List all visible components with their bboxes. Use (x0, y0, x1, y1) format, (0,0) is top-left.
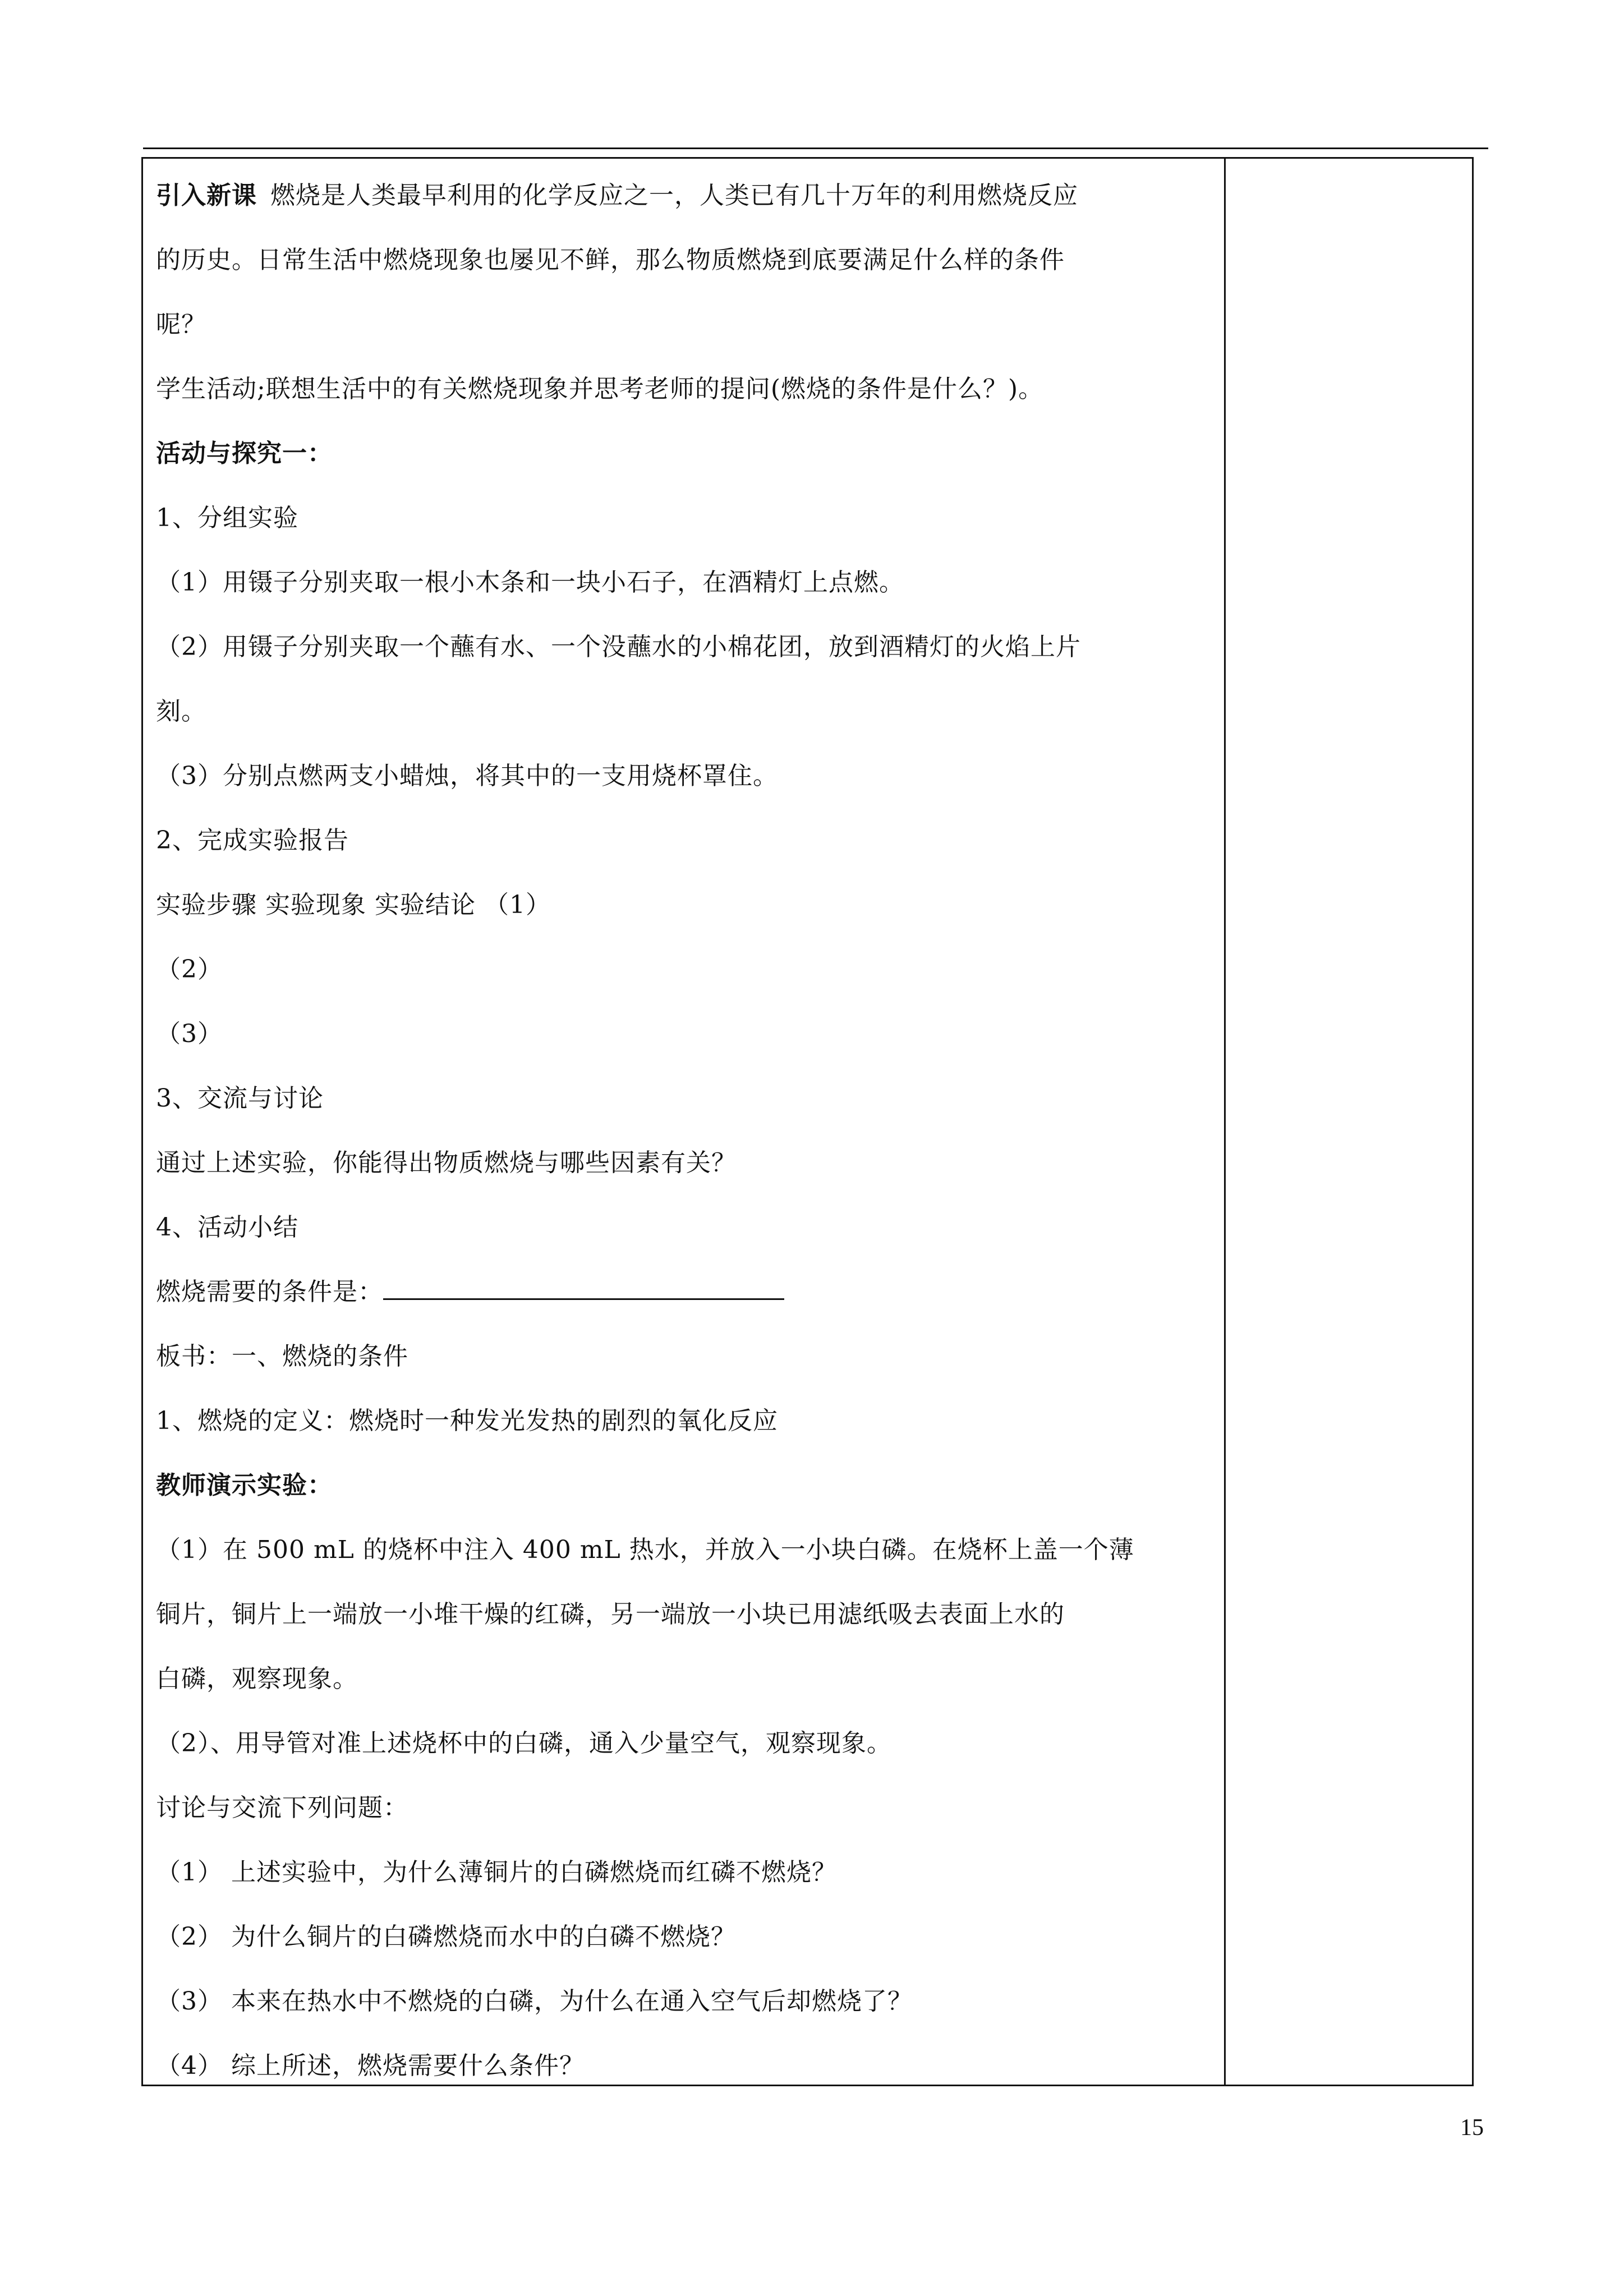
demo-step: （2）、用导管对准上述烧杯中的白磷，通入少量空气，观察现象。 (156, 1729, 892, 1758)
page-number: 15 (1460, 2115, 1484, 2141)
report-header-line: 实验步骤 实验现象 实验结论 （1） (156, 891, 551, 919)
definition-line: 1、燃烧的定义：燃烧时一种发光发热的剧烈的氧化反应 (156, 1407, 778, 1435)
conditions-label: 燃烧需要的条件是： (156, 1278, 383, 1306)
demo-step: （1）在 500 mL 的烧杯中注入 400 mL 热水，并放入一小块白磷。在烧杯上盖一个薄 (156, 1536, 1134, 1564)
report-row: （3） (156, 1020, 223, 1048)
conditions-line (156, 1260, 1216, 1324)
board-notes-line: 板书：一、燃烧的条件 (156, 1342, 408, 1371)
experiment-step: （1）用镊子分别夹取一根小木条和一块小石子，在酒精灯上点燃。 (156, 568, 904, 597)
text-line: 的历史。日常生活中燃烧现象也屡见不鲜，那么物质燃烧到底要满足什么样的条件 (156, 246, 1065, 274)
report-row: （2） (156, 955, 223, 984)
intro-line (156, 163, 1216, 228)
experiment-step: （2）用镊子分别夹取一个蘸有水、一个没蘸水的小棉花团，放到酒精灯的火焰上片 (156, 633, 1081, 661)
demo-heading: 教师演示实验： (156, 1471, 333, 1500)
section-heading: 2、完成实验报告 (156, 826, 349, 855)
section-heading: 4、活动小结 (156, 1213, 298, 1242)
activity-heading: 活动与探究一： (156, 439, 333, 468)
discussion-question: 通过上述实验，你能得出物质燃烧与哪些因素有关？ (156, 1149, 737, 1177)
question-item: （4） 综上所述，燃烧需要什么条件？ (156, 2051, 585, 2080)
section-heading: 1、分组实验 (156, 504, 298, 532)
demo-step-continued: 白磷，观察现象。 (156, 1665, 358, 1693)
intro-text: 燃烧是人类最早利用的化学反应之一，人类已有几十万年的利用燃烧反应 (270, 181, 1078, 210)
student-activity-line: 学生活动;联想生活中的有关燃烧现象并思考老师的提问(燃烧的条件是什么？)。 (156, 375, 1044, 403)
question-item: （2） 为什么铜片的白磷燃烧而水中的白磷不燃烧？ (156, 1922, 736, 1951)
answer-blank (383, 1276, 784, 1300)
discussion-heading: 讨论与交流下列问题： (156, 1794, 408, 1822)
section-heading: 3、交流与讨论 (156, 1084, 324, 1113)
intro-heading: 引入新课 (156, 181, 257, 210)
text-line: 呢？ (156, 310, 206, 339)
question-item: （3） 本来在热水中不燃烧的白磷，为什么在通入空气后却燃烧了？ (156, 1987, 913, 2016)
lesson-content (156, 163, 1216, 2098)
experiment-step-continued: 刻。 (156, 697, 206, 726)
header-rule (143, 147, 1488, 149)
question-item: （1） 上述实验中，为什么薄铜片的白磷燃烧而红磷不燃烧？ (156, 1858, 837, 1887)
experiment-step: （3）分别点燃两支小蜡烛，将其中的一支用烧杯罩住。 (156, 762, 778, 790)
table-column-divider (1224, 157, 1226, 2086)
demo-step-continued: 铜片，铜片上一端放一小堆干燥的红磷，另一端放一小块已用滤纸吸去表面上水的 (156, 1600, 1065, 1629)
